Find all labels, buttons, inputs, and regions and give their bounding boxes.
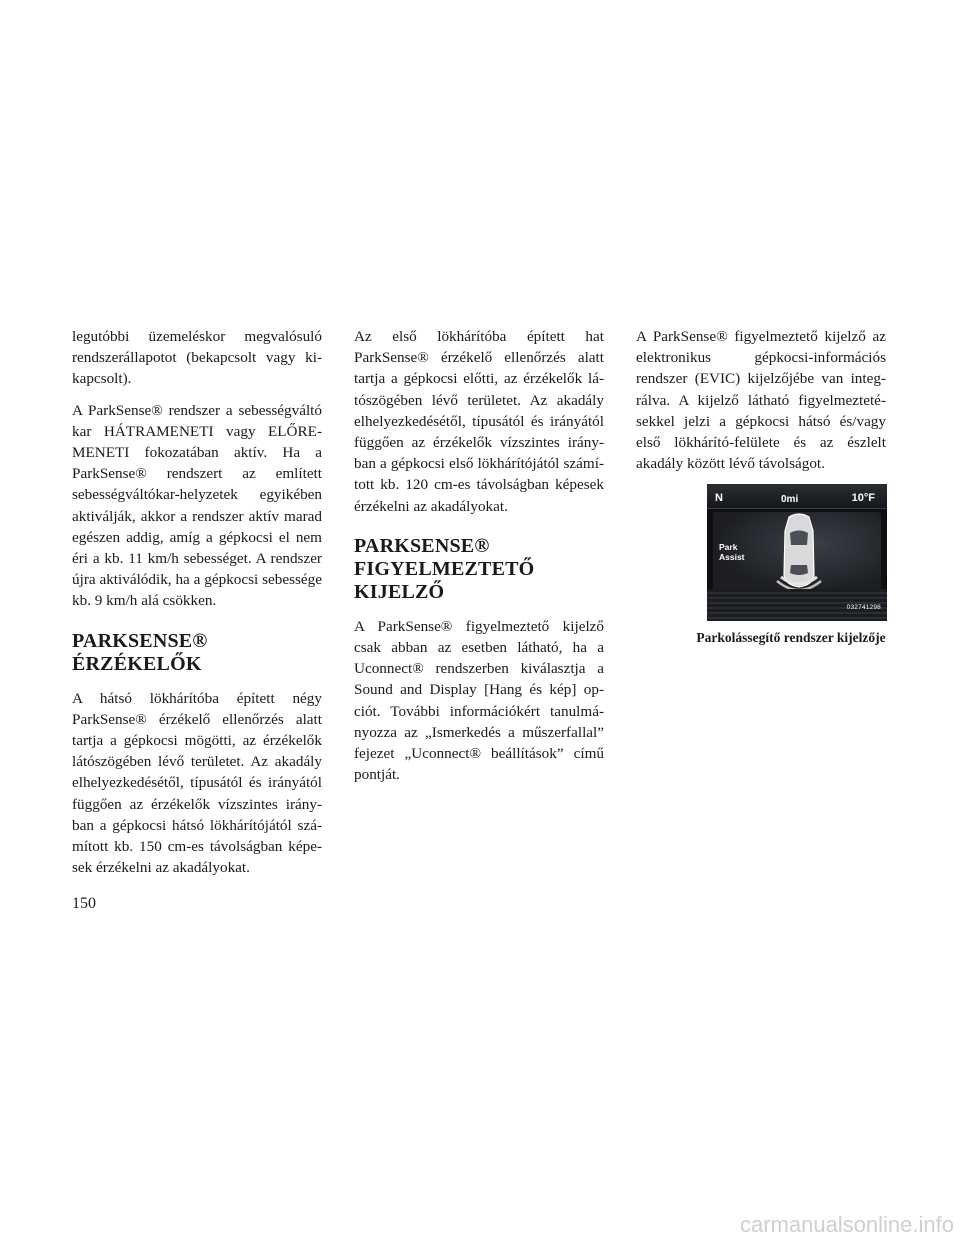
figure-caption: Parkolássegítő rendszer kijelzője	[696, 630, 886, 646]
heading-line: ÉRZÉKELŐK	[72, 652, 202, 675]
paragraph: legutóbbi üzemeléskor megvalósuló rendszerállapotot (bekapcsolt vagy kikapcsolt).	[72, 328, 322, 388]
park-assist-label	[719, 542, 745, 562]
section-heading-warning-display	[354, 535, 604, 604]
paragraph: Az első lökhárítóba épített hat ParkSense® érzékelő ellenőrzés alatt tartja a gépkocsi előtti, az érzékelők látószögében lévő területet. Az akadály elhelyezkedésétől, típusától és irányától függően az érzékelők vízszintes irányban a gépkocsi első lökhárítójától számított kb. 120 cm-es távolságban képesek érzékelni az akadályokat.	[354, 328, 604, 515]
gear-indicator: N	[715, 492, 723, 505]
page-number: 150	[72, 895, 96, 912]
label-line: Assist	[719, 552, 745, 563]
park-assist-display-image	[707, 484, 887, 621]
section-heading-sensors	[72, 630, 322, 676]
figure-code: 032741298	[846, 604, 881, 612]
column-middle	[354, 326, 604, 795]
park-assist-figure	[696, 484, 887, 648]
heading-line: KIJELZŐ	[354, 580, 445, 603]
car-top-view-icon	[759, 511, 839, 593]
odometer-readout: 0mi	[781, 494, 799, 506]
label-line: Park	[719, 542, 738, 553]
column-right	[636, 326, 886, 649]
watermark: carmanualsonline.info	[739, 1212, 954, 1237]
paragraph: A ParkSense® rendszer a sebességváltó kar HÁTRAMENETI vagy ELŐREMENETI fokozatában aktív. Ha a ParkSense® rendszert az említett sebességváltókar-helyzetek egyikében aktiválják, akkor a rendszer aktív marad egészen addig, amíg a gépkocsi el nem éri a kb. 11 km/h sebességet. A rendszer újra aktiválódik, ha a gépkocsi sebessége kb. 9 km/h alá csökken.	[72, 401, 322, 610]
paragraph: A ParkSense® figyelmeztető kijelző csak abban az esetben látható, ha a Uconnect® rendszerben kiválasztja a Sound and Display [Hang és kép] opciót. További információkért tanulmányozza az „Ismerkedés a műszerfallal” fejezet „Uconnect® beállítások” című pontját.	[354, 617, 604, 784]
column-left	[72, 326, 322, 888]
paragraph: A ParkSense® figyelmeztető kijelző az elektronikus gépkocsi-információs rendszer (EVIC) kijelzőjébe van integrálva. A kijelző látható figyelmeztetésekkel jelzi a gépkocsi hátsó és/vagy első lökhárító-felülete és az észlelt akadály között lévő távolságot.	[636, 328, 886, 473]
heading-line: PARKSENSE®	[72, 629, 208, 652]
heading-line: PARKSENSE®	[354, 534, 490, 557]
heading-line: FIGYELMEZTETŐ	[354, 557, 535, 580]
temperature-readout: 10°F	[851, 492, 875, 505]
paragraph: A hátsó lökhárítóba épített négy ParkSense® érzékelő ellenőrzés alatt tartja a gépkocsi mögötti, az érzékelők látószögében lévő területet. Az akadály elhelyezkedésétől, típusától és irányától függően az érzékelők vízszintes irányban a gépkocsi hátsó lökhárítójától számított kb. 150 cm-es távolságban képesek érzékelni az akadályokat.	[72, 689, 322, 877]
